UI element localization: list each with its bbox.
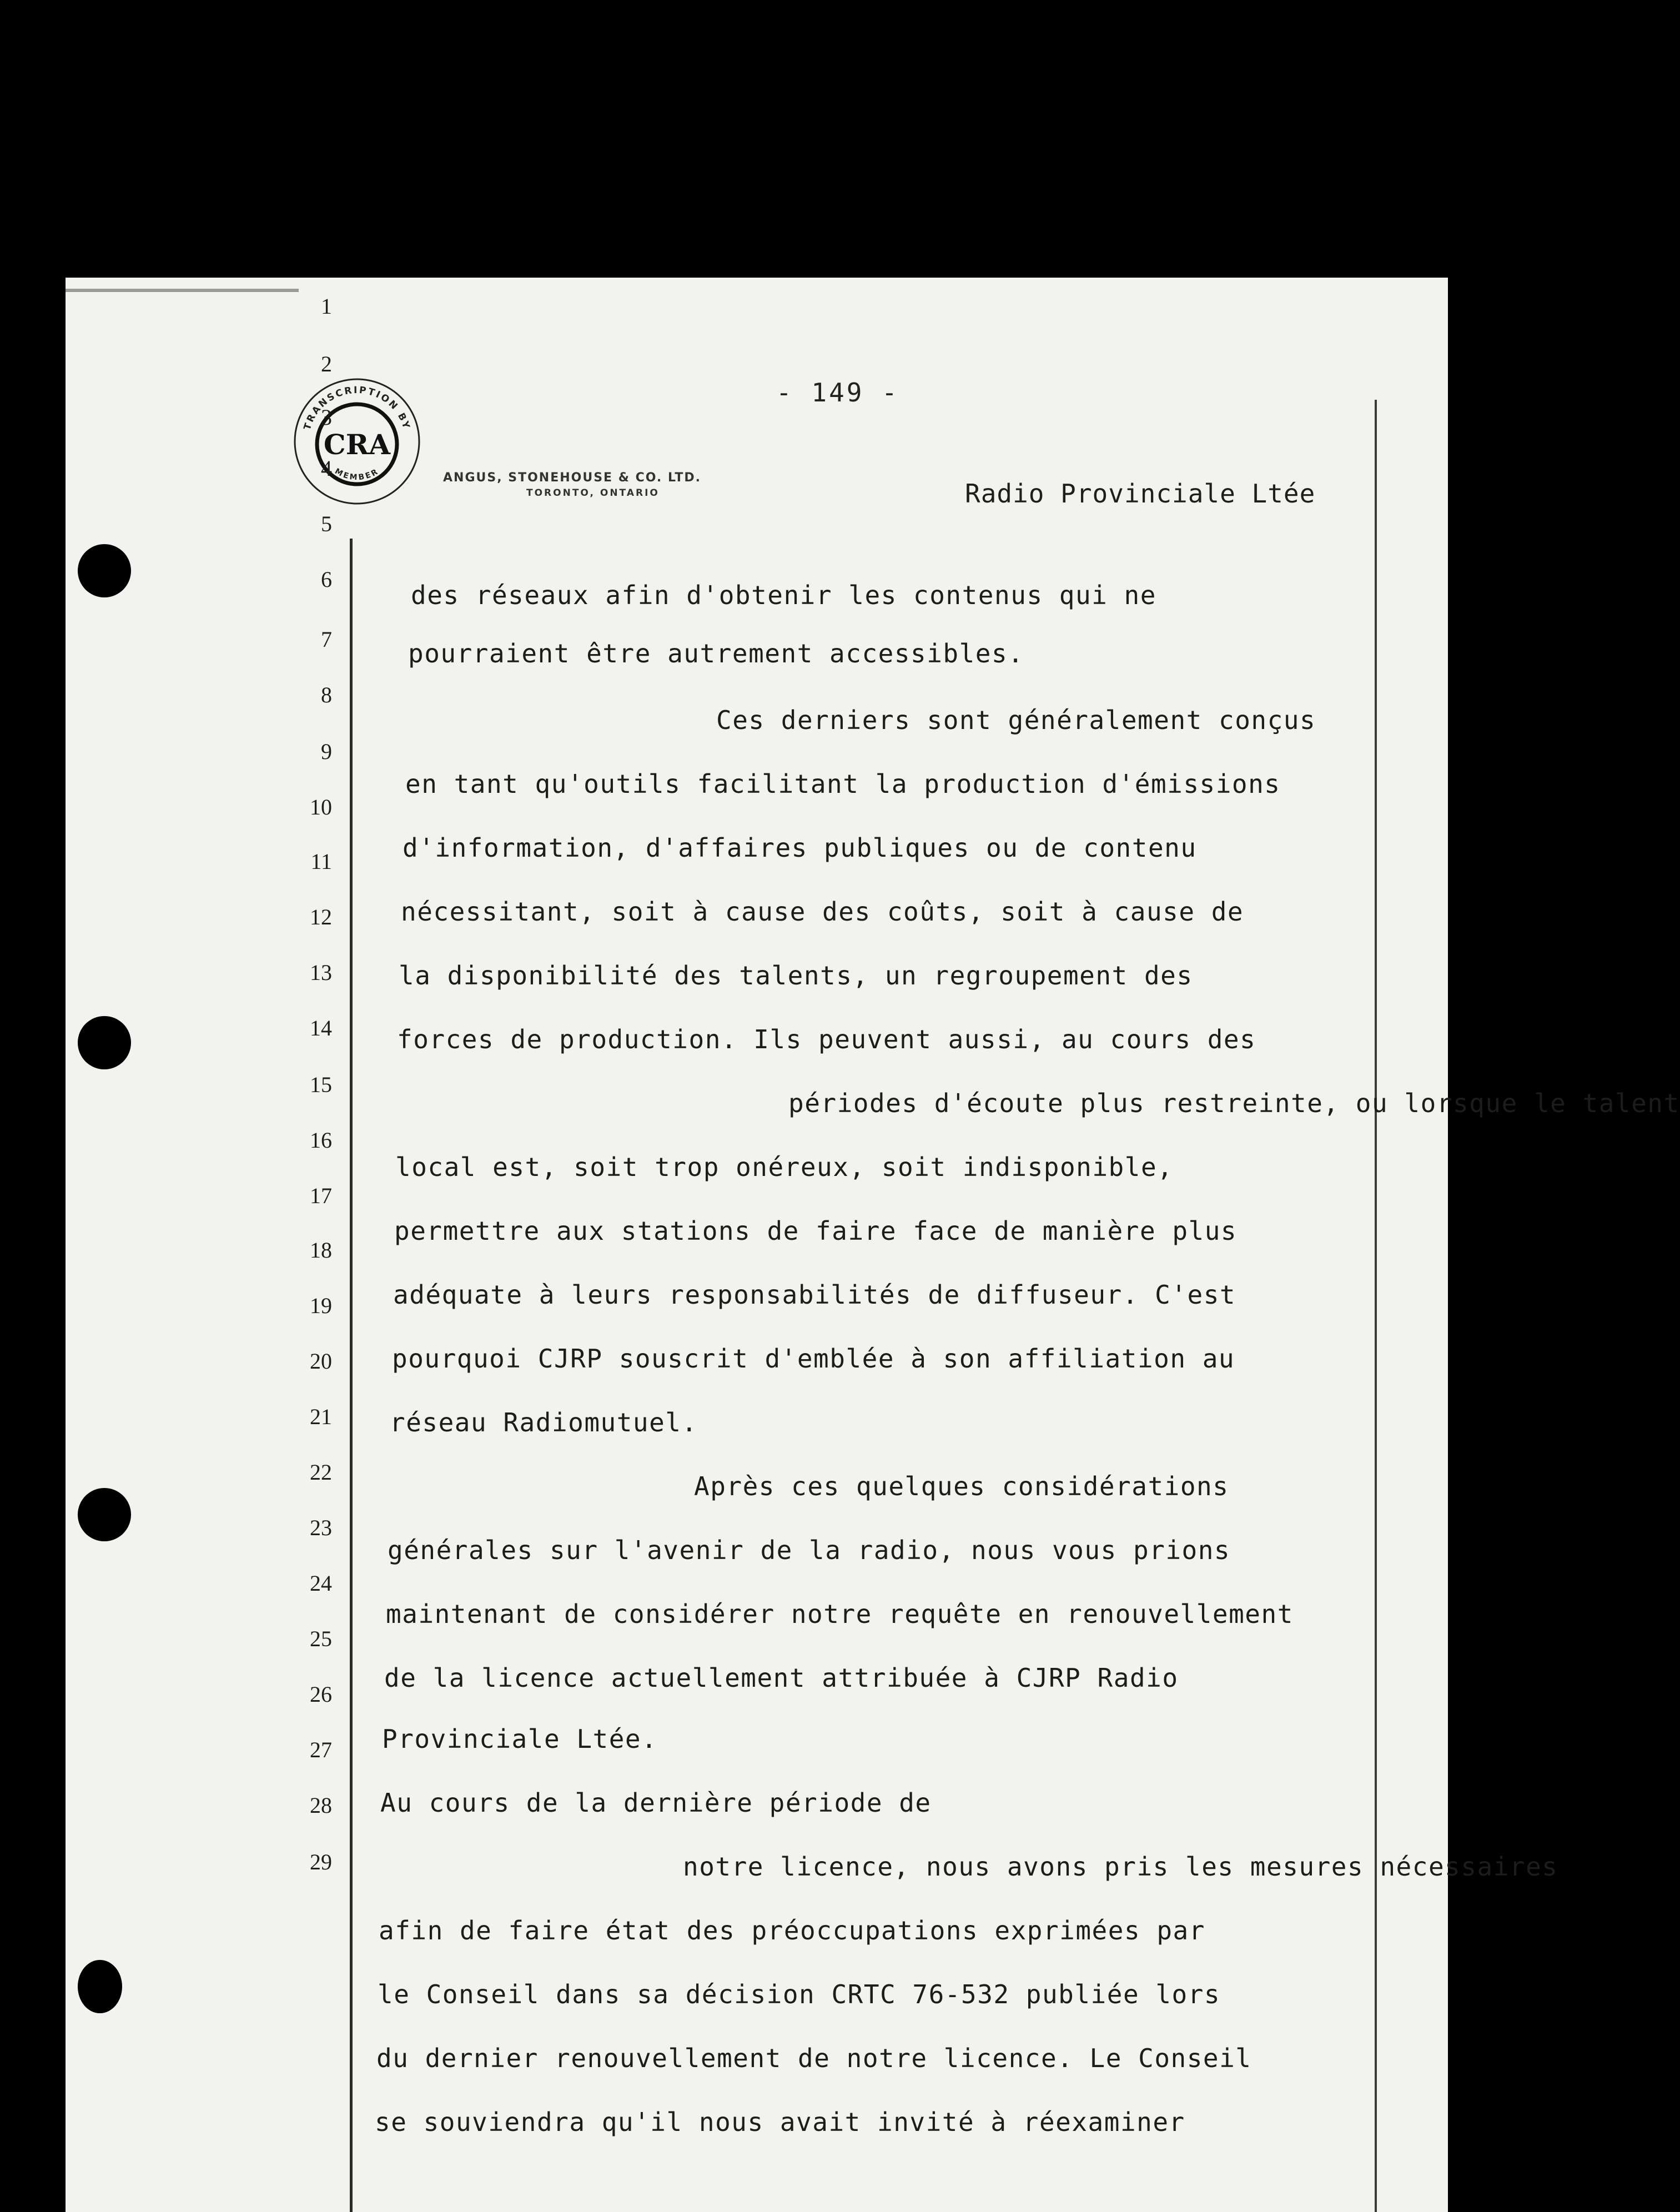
seal-top-text: TRANSCRIPTION BY	[301, 384, 413, 432]
line-number: 15	[310, 1072, 332, 1097]
transcript-line: de la licence actuellement attribuée à CJRP Radio	[384, 1663, 1179, 1693]
transcript-line: local est, soit trop onéreux, soit indisponible,	[395, 1152, 1174, 1182]
line-number: 1	[321, 294, 332, 319]
line-number: 26	[310, 1682, 332, 1707]
line-number: 21	[310, 1404, 332, 1429]
line-number: 19	[310, 1293, 332, 1318]
transcript-line: le Conseil dans sa décision CRTC 76-532 publiée lors	[378, 1979, 1221, 2009]
transcript-line: permettre aux stations de faire face de manière plus	[394, 1216, 1238, 1246]
line-number: 17	[310, 1183, 332, 1208]
line-number: 6	[321, 567, 332, 592]
transcript-line: réseau Radiomutuel.	[390, 1407, 698, 1437]
transcript-line: Au cours de la dernière période de	[380, 1788, 932, 1818]
seal-icon	[293, 378, 421, 505]
line-number: 13	[310, 960, 332, 985]
transcript-line: afin de faire état des préoccupations exprimées par	[379, 1916, 1205, 1945]
transcript-line: maintenant de considérer notre requête en renouvellement	[386, 1599, 1294, 1629]
client-name: Radio Provinciale Ltée	[965, 479, 1316, 509]
line-number: 11	[310, 849, 332, 874]
punch-hole	[78, 1016, 131, 1069]
transcript-line: Après ces quelques considérations	[694, 1471, 1229, 1501]
line-number: 4	[321, 456, 332, 481]
transcript-page	[66, 278, 1680, 2212]
line-number: 20	[310, 1349, 332, 1374]
line-number: 16	[310, 1128, 332, 1153]
line-number: 18	[310, 1238, 332, 1263]
seal-bottom-text: MEMBER	[333, 466, 381, 482]
transcript-line: périodes d'écoute plus restreinte, ou lorsque le talent	[788, 1088, 1680, 1118]
line-number: 3	[321, 405, 332, 430]
transcript-line: générales sur l'avenir de la radio, nous vous prions	[388, 1535, 1231, 1565]
transcript-line: du dernier renouvellement de notre licence. Le Conseil	[376, 2043, 1252, 2073]
transcript-line: Provinciale Ltée.	[382, 1724, 658, 1754]
seal-monogram: CRA	[323, 428, 391, 461]
transcript-line: notre licence, nous avons pris les mesures nécessaires	[683, 1852, 1558, 1882]
line-number: 29	[310, 1849, 332, 1874]
line-number: 5	[321, 511, 332, 536]
transcript-line: la disponibilité des talents, un regroupement des	[399, 961, 1193, 991]
line-number: 25	[310, 1626, 332, 1651]
firm-block	[443, 472, 701, 498]
line-number: 27	[310, 1737, 332, 1762]
page-number: - 149 -	[776, 378, 899, 408]
punch-hole	[78, 1488, 131, 1541]
line-number: 28	[310, 1793, 332, 1818]
transcript-line: forces de production. Ils peuvent aussi, au cours des	[397, 1024, 1256, 1054]
line-number: 2	[321, 351, 332, 376]
line-number: 7	[321, 627, 332, 652]
firm-name: ANGUS, STONEHOUSE & CO. LTD.	[443, 471, 701, 485]
punch-hole	[78, 544, 131, 597]
transcript-line: nécessitant, soit à cause des coûts, soit à cause de	[401, 897, 1244, 927]
transcript-line: adéquate à leurs responsabilités de diffuseur. C'est	[393, 1280, 1236, 1310]
transcript-line: Ces derniers sont généralement conçus	[716, 705, 1316, 735]
page-edge	[66, 289, 299, 292]
line-number: 12	[310, 904, 332, 929]
transcript-line: des réseaux afin d'obtenir les contenus qui ne	[411, 580, 1156, 610]
transcript-line: en tant qu'outils facilitant la production d'émissions	[405, 769, 1281, 799]
transcription-seal	[293, 378, 421, 505]
transcript-line: se souviendra qu'il nous avait invité à réexaminer	[375, 2107, 1185, 2137]
margin-rule	[350, 539, 353, 2212]
transcript-line: d'information, d'affaires publiques ou de contenu	[403, 833, 1197, 863]
punch-hole	[78, 1960, 122, 2013]
firm-city: TORONTO, ONTARIO	[526, 487, 660, 499]
line-number: 9	[321, 739, 332, 764]
line-number: 8	[321, 682, 332, 707]
right-margin-rule	[1375, 400, 1377, 2212]
line-number: 24	[310, 1571, 332, 1596]
line-number: 10	[310, 795, 332, 820]
line-number: 22	[310, 1460, 332, 1485]
line-number: 23	[310, 1515, 332, 1540]
transcript-line: pourquoi CJRP souscrit d'emblée à son affiliation au	[392, 1344, 1235, 1374]
transcript-line: pourraient être autrement accessibles.	[408, 639, 1024, 668]
line-number: 14	[310, 1015, 332, 1040]
